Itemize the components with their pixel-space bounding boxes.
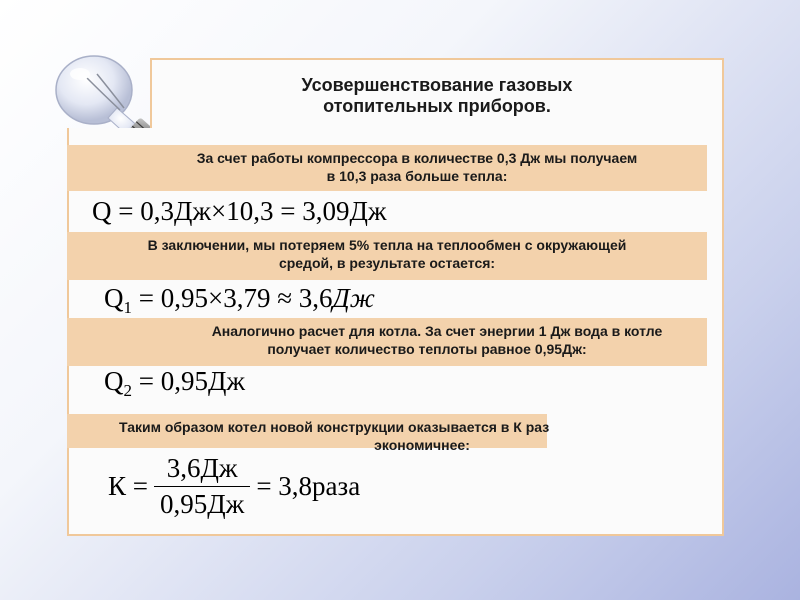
formula-3: $Q_2 = 0,95Дж$ [104, 366, 246, 400]
text-block-2-line-1: В заключении, мы потеряем 5% тепла на теплообмен с окружающей [147, 237, 627, 253]
text-block-3 [67, 318, 707, 366]
formula-1: Q = 0,3Дж×10,3 = 3,09Дж [92, 196, 387, 226]
slide-title [150, 58, 724, 134]
formula-2: $Q_1 = 0,95\times 3,79 \approx 3,6Дж$ [104, 283, 375, 317]
formula-4: К = $\frac{3,6Дж}{0,95Дж}$ = 3,8раза [108, 453, 361, 519]
text-block-1 [67, 145, 707, 191]
text-block-2-line-2: средой, в результате остается: [278, 255, 496, 271]
text-block-1-line-2: в 10,3 раза больше тепла: [326, 168, 508, 184]
fraction [154, 453, 250, 520]
title-line-2: отопительных приборов. [323, 96, 551, 116]
fraction-denominator: 0,95Дж [154, 486, 250, 520]
text-block-2 [67, 232, 707, 280]
text-block-1-line-1: За счет работы компрессора в количестве 0,3 Дж мы получаем [196, 150, 638, 166]
text-block-4-line-2: экономичнее: [374, 437, 470, 453]
text-block-3-line-1: Аналогично расчет для котла. За счет энергии 1 Дж вода в котле [211, 323, 663, 339]
fraction-numerator: 3,6Дж [166, 453, 238, 483]
text-block-4-line-1: Таким образом котел новой конструкции оказывается в К раз [119, 419, 550, 435]
title-line-1: Усовершенствование газовых [301, 75, 573, 95]
text-block-3-line-2: получает количество теплоты равное 0,95Дж: [267, 341, 587, 357]
